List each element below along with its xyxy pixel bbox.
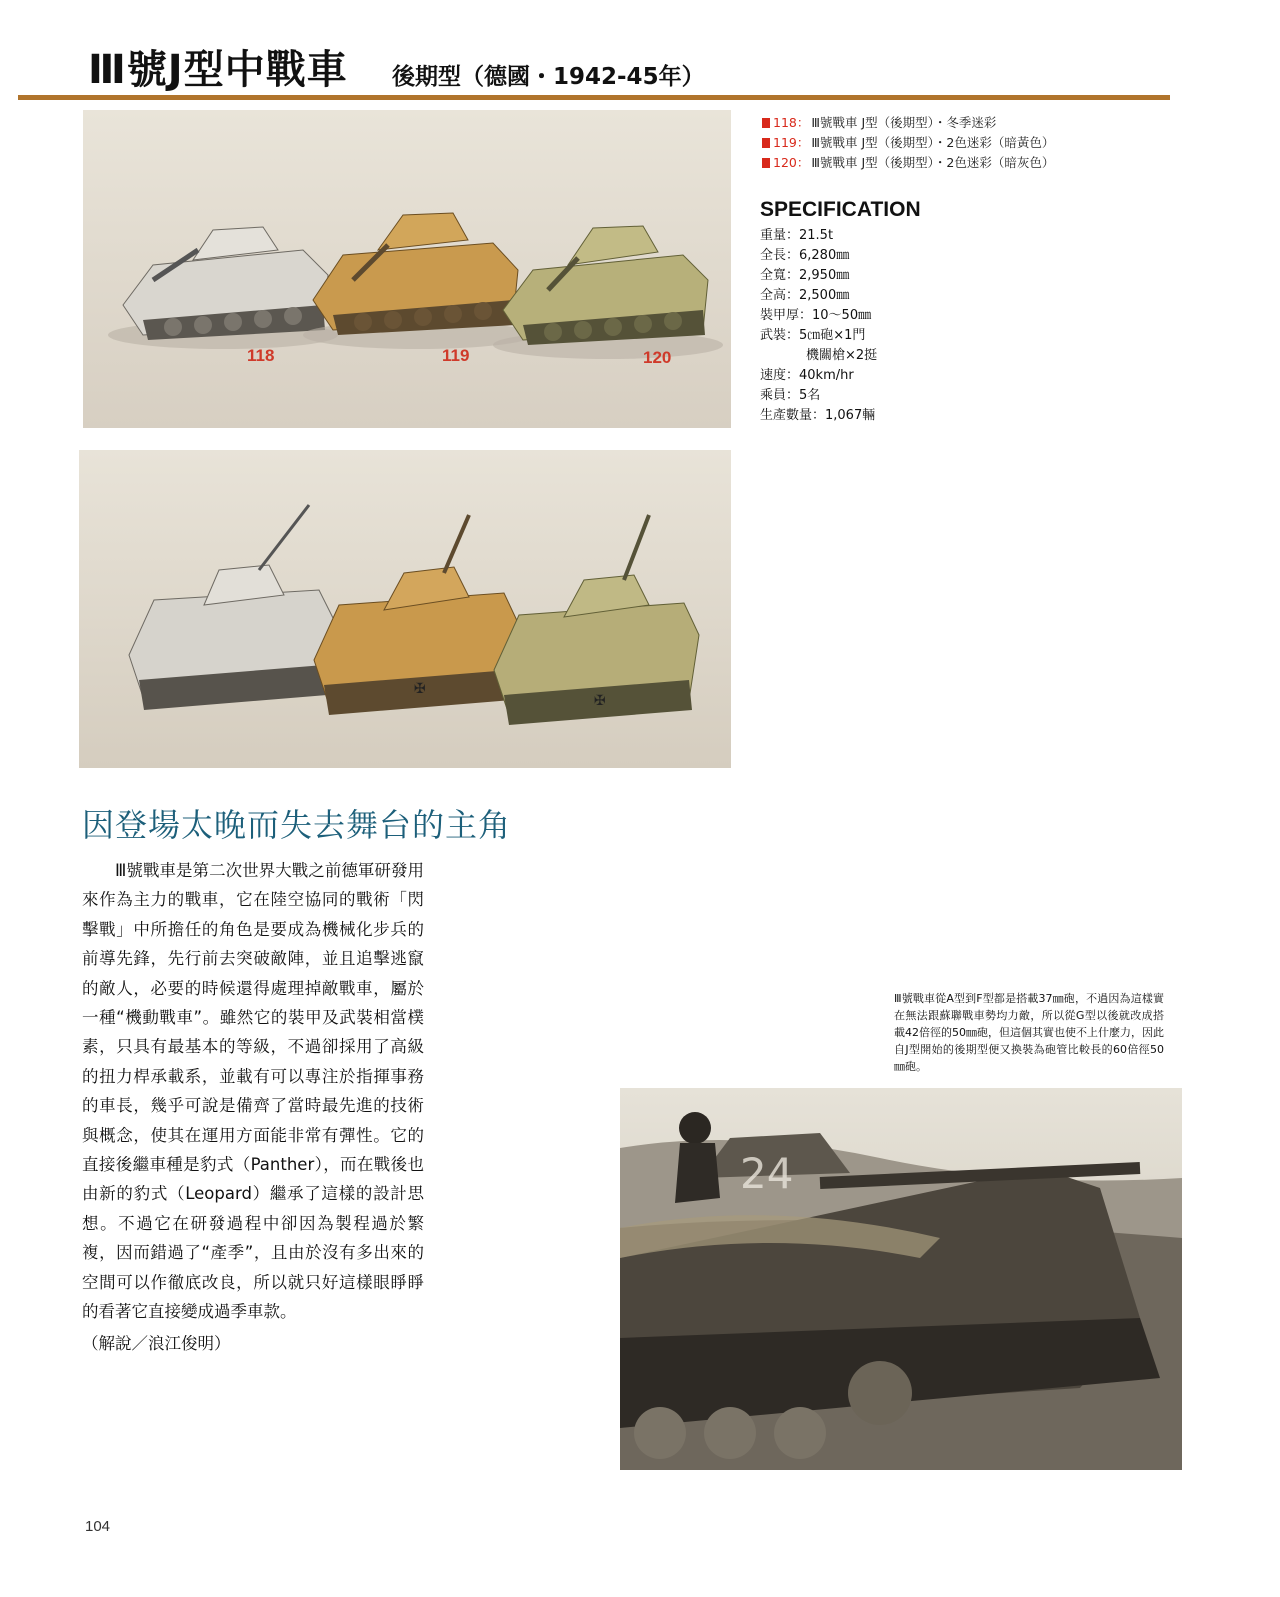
legend-text: Ⅲ號戰車 J型（後期型）・2色迷彩（暗黃色） (811, 135, 1055, 150)
spec-speed: 速度：40km/hr (760, 368, 854, 383)
legend-marker (762, 158, 770, 168)
legend-code: 119： (773, 135, 810, 150)
page-title: Ⅲ號J型中戰車 (88, 47, 348, 93)
svg-text:✠: ✠ (414, 681, 426, 697)
photo-caption: Ⅲ號戰車從A型到F型都是搭載37㎜砲，不過因為這樣實在無法跟蘇聯戰車勢均力敵，所以從G型以後就改成搭載42倍徑的50㎜砲，但這個其實也使不上什麼力，因此自J型開始的後期型便又換裝為砲管比較長的60倍徑50㎜砲。 (894, 992, 1164, 1073)
article-credit: （解說／浪江俊明） (82, 1334, 231, 1353)
spec-crew: 乘員：5名 (760, 388, 821, 403)
legend-marker (762, 118, 770, 128)
model-photo-front (83, 110, 731, 428)
spec-width: 全寬：2,950㎜ (760, 268, 850, 283)
spec-armor: 裝甲厚：10〜50㎜ (760, 308, 872, 323)
legend-code: 118： (773, 115, 810, 130)
legend-text: Ⅲ號戰車 J型（後期型）・2色迷彩（暗灰色） (811, 155, 1055, 170)
model-photo-rear (79, 450, 731, 768)
legend-item (762, 133, 1054, 153)
article-heading: 因登場太晚而失去舞台的主角 (82, 806, 512, 844)
article-body: Ⅲ號戰車是第二次世界大戰之前德軍研發用來作為主力的戰車，它在陸空協同的戰術「閃擊戰」中所擔任的角色是要成為機械化步兵的前導先鋒，先行前去突破敵陣，並且追擊逃竄的敵人，必要的時候還得處理掉敵戰車，屬於一種“機動戰車”。雖然它的裝甲及武裝相當樸素，只具有最基本的等級，不過卻採用了高級的扭力桿承載系，並載有可以專注於指揮事務的車長，幾乎可說是備齊了當時最先進的技術與概念，使其在運用方面能非常有彈性。它的直接後繼車種是豹式（Panther），而在戰後也由新的豹式（Leopard）繼承了這樣的設計思想。不過它在研發過程中卻因為製程過於繁複，因而錯過了“產季”，且由於沒有多出來的空間可以作徹底改良，所以就只好這樣眼睜睜的看著它直接變成過季車款。 (82, 861, 424, 1322)
page-subtitle: 後期型（德國・1942-45年） (392, 64, 705, 90)
title-divider (18, 95, 1170, 100)
legend-item (762, 113, 1054, 133)
legend-marker (762, 138, 770, 148)
legend-code: 120： (773, 155, 810, 170)
page-number: 104 (85, 1518, 111, 1535)
spec-weight: 重量：21.5t (760, 228, 834, 243)
spec-height: 全高：2,500㎜ (760, 288, 850, 303)
spec-armament-mg: 機關槍×2挺 (806, 348, 878, 363)
legend-item (762, 153, 1054, 173)
spec-armament: 武裝：5㎝砲×1門 (760, 328, 866, 343)
model-label-120: 120 (643, 348, 672, 367)
legend-text: Ⅲ號戰車 J型（後期型）・冬季迷彩 (811, 115, 997, 130)
model-label-119: 119 (442, 346, 470, 365)
spec-length: 全長：6,280㎜ (760, 248, 850, 263)
variant-legend (762, 113, 1054, 173)
spec-production: 生產數量：1,067輛 (760, 408, 876, 423)
svg-text:✠: ✠ (594, 693, 606, 709)
spec-heading: SPECIFICATION (760, 198, 921, 221)
historical-tank-photo (620, 1088, 1182, 1470)
svg-text:24: 24 (740, 1149, 794, 1198)
spec-list (760, 226, 877, 426)
model-label-118: 118 (247, 346, 275, 365)
